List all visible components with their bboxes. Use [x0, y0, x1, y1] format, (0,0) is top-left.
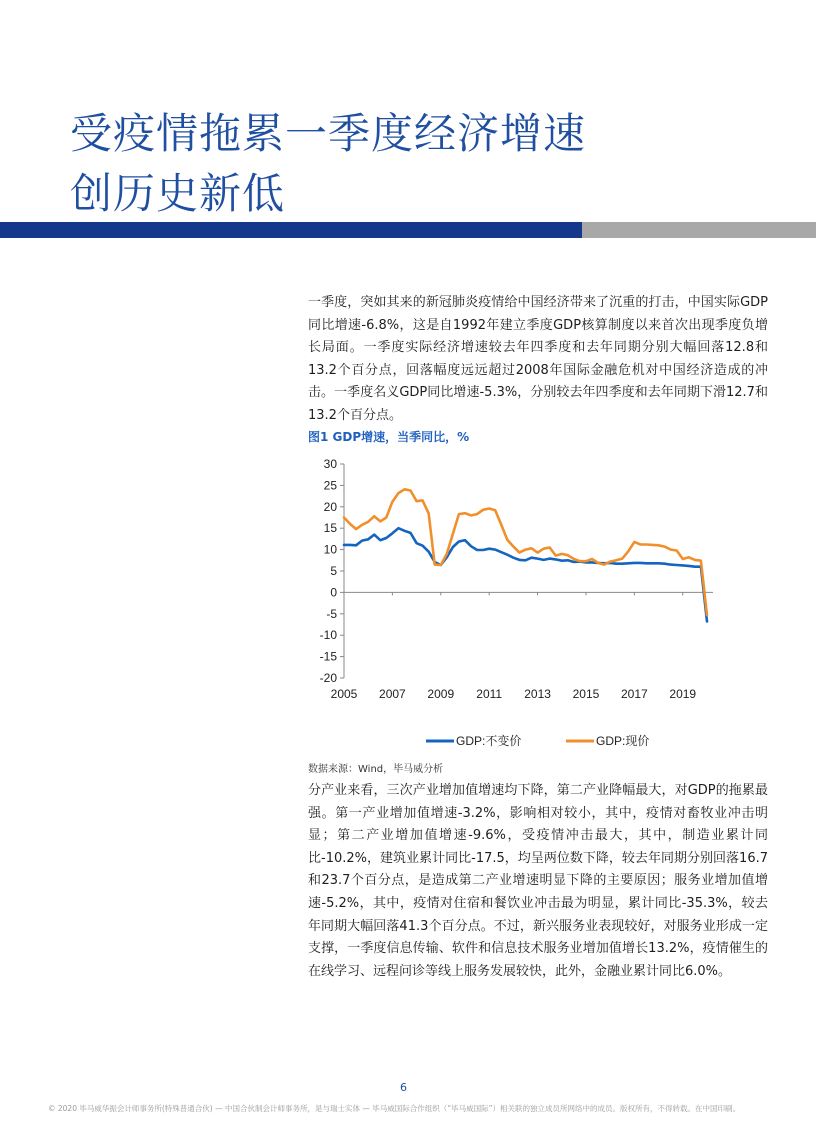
y-tick-label: 0	[330, 585, 337, 600]
header-band-gray	[582, 222, 816, 238]
header-band-blue	[0, 222, 582, 238]
x-tick-label: 2005	[330, 687, 358, 701]
x-tick-label: 2019	[669, 687, 697, 701]
x-tick-label: 2013	[524, 687, 551, 701]
x-tick-label: 2015	[572, 687, 600, 701]
y-tick-label: 5	[330, 564, 337, 578]
y-tick-label: 10	[323, 542, 337, 557]
y-tick-label: 15	[323, 521, 337, 536]
legend-label-2: GDP:现价	[596, 734, 650, 748]
series-line-1	[344, 528, 707, 621]
y-tick-label: -5	[326, 606, 337, 621]
y-tick-label: -20	[319, 671, 337, 685]
page-title-line-2: 创历史新低	[70, 169, 286, 218]
industry-paragraph: 分产业来看，三次产业增加值增速均下降，第二产业降幅最大，对GDP的拖累最强。第一产业增加值增速-3.2%，影响相对较小，其中，疫情对畜牧业冲击明显；第二产业增加值增速-9.6%，受疫情冲击最大，其中，制造业累计同比-10.2%，建筑业累计同比-17.5，均呈两位数下降，较去年同期分别回落16.7和23.7个百分点，是造成第二产业增速明显下降的主要原因；服务业增加值增速-5.2%，其中，疫情对住宿和餐饮业冲击最为明显，累计同比-35.3%，较去年同期大幅回落41.3个百分点。不过，新兴服务业表现较好，对服务业形成一定支撑，一季度信息传输、软件和信息技术服务业增加值增长13.2%，疫情催生的在线学习、远程问诊等线上服务发展较快，此外，金融业累计同比6.0%。	[308, 783, 768, 979]
y-tick-label: 25	[323, 478, 337, 493]
gdp-line-chart	[308, 452, 728, 752]
y-tick-label: -10	[319, 628, 337, 643]
x-tick-label: 2017	[621, 687, 648, 701]
page-number: 6	[400, 1081, 407, 1094]
x-tick-label: 2011	[476, 687, 503, 701]
y-tick-label: 20	[323, 499, 337, 514]
legend-label-1: GDP:不变价	[456, 734, 522, 748]
figure-title: 图1 GDP增速，当季同比，%	[308, 430, 470, 444]
intro-paragraph: 一季度，突如其来的新冠肺炎疫情给中国经济带来了沉重的打击，中国实际GDP同比增速-6.8%，这是自1992年建立季度GDP核算制度以来首次出现季度负增长局面。一季度实际经济增速较去年四季度和去年同期分别大幅回落12.8和13.2个百分点，回落幅度远远超过2008年国际金融危机对中国经济造成的冲击。一季度名义GDP同比增速-5.3%，分别较去年四季度和去年同期下滑12.7和13.2个百分点。	[308, 295, 768, 423]
page-title	[70, 104, 586, 224]
page-title-line-1: 受疫情拖累一季度经济增速	[70, 109, 587, 158]
y-tick-label: -15	[319, 649, 337, 664]
copyright-footer: © 2020 毕马威华振会计师事务所(特殊普通合伙) — 中国合伙制会计师事务所，是与瑞士实体 — 毕马威国际合作组织（“毕马威国际”）相关联的独立成员所网络中的成员。版权所有，不得转载。在中国印刷。	[48, 1104, 741, 1113]
data-source-note: 数据来源：Wind，毕马威分析	[308, 764, 444, 775]
x-tick-label: 2007	[379, 687, 406, 701]
x-tick-label: 2009	[427, 687, 455, 701]
series-line-2	[344, 489, 707, 615]
y-tick-label: 30	[323, 457, 337, 471]
